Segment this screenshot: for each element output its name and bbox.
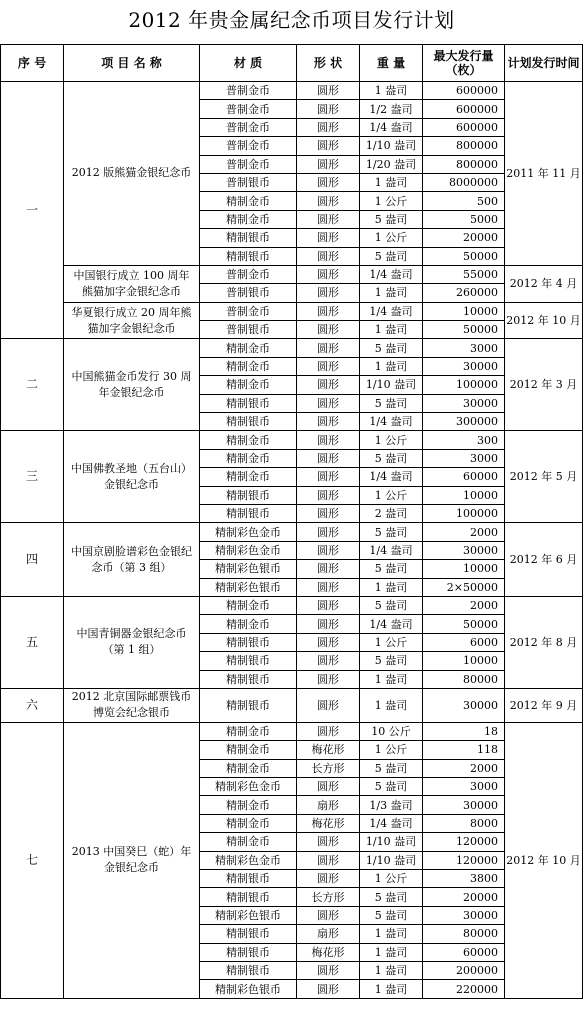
- cell-shape: 圆形: [297, 321, 360, 339]
- cell-shape: 圆形: [297, 431, 360, 449]
- project-name: 中国佛教圣地（五台山）金银纪念币: [64, 431, 200, 523]
- plan-time: 2012 年 5 月: [505, 431, 583, 523]
- cell-weight: 1 盎司: [360, 578, 423, 596]
- table-header-row: [1, 45, 583, 82]
- group-seq: 六: [1, 688, 64, 722]
- group-seq: 七: [1, 722, 64, 998]
- cell-shape: 圆形: [297, 357, 360, 375]
- table-row: [1, 596, 583, 614]
- cell-shape: 圆形: [297, 82, 360, 100]
- cell-max-qty: 800000: [423, 155, 505, 173]
- cell-weight: 1/2 盎司: [360, 100, 423, 118]
- cell-max-qty: 2×50000: [423, 578, 505, 596]
- cell-material: 普制金币: [200, 137, 297, 155]
- cell-max-qty: 50000: [423, 615, 505, 633]
- cell-max-qty: 10000: [423, 302, 505, 320]
- group-seq: 三: [1, 431, 64, 523]
- cell-weight: 1 盎司: [360, 943, 423, 961]
- cell-material: 普制金币: [200, 302, 297, 320]
- cell-shape: 圆形: [297, 578, 360, 596]
- cell-shape: 圆形: [297, 265, 360, 283]
- group-seq: 四: [1, 523, 64, 597]
- cell-weight: 1 盎司: [360, 925, 423, 943]
- issuance-plan-table: [0, 44, 583, 999]
- cell-max-qty: 8000000: [423, 173, 505, 191]
- cell-shape: 圆形: [297, 376, 360, 394]
- cell-material: 精制金币: [200, 431, 297, 449]
- cell-material: 精制银币: [200, 652, 297, 670]
- cell-max-qty: 30000: [423, 688, 505, 722]
- cell-shape: 圆形: [297, 284, 360, 302]
- cell-weight: 1 盎司: [360, 980, 423, 998]
- cell-material: 精制金币: [200, 741, 297, 759]
- cell-shape: 梅花形: [297, 741, 360, 759]
- cell-max-qty: 18: [423, 722, 505, 740]
- cell-weight: 5 盎司: [360, 523, 423, 541]
- cell-max-qty: 200000: [423, 961, 505, 979]
- project-name: 中国银行成立 100 周年熊猫加字金银纪念币: [64, 265, 200, 302]
- cell-material: 精制金币: [200, 722, 297, 740]
- cell-material: 精制金币: [200, 833, 297, 851]
- cell-weight: 1/4 盎司: [360, 468, 423, 486]
- cell-material: 精制银币: [200, 943, 297, 961]
- cell-material: 精制银币: [200, 925, 297, 943]
- plan-time: 2012 年 10 月: [505, 722, 583, 998]
- cell-weight: 5 盎司: [360, 560, 423, 578]
- cell-material: 精制彩色金币: [200, 541, 297, 559]
- cell-max-qty: 50000: [423, 321, 505, 339]
- cell-shape: 圆形: [297, 722, 360, 740]
- cell-material: 精制彩色银币: [200, 560, 297, 578]
- cell-max-qty: 30000: [423, 796, 505, 814]
- cell-material: 精制金币: [200, 376, 297, 394]
- cell-max-qty: 10000: [423, 560, 505, 578]
- cell-max-qty: 2000: [423, 523, 505, 541]
- cell-material: 普制金币: [200, 100, 297, 118]
- plan-time: 2012 年 8 月: [505, 596, 583, 688]
- cell-max-qty: 120000: [423, 833, 505, 851]
- cell-weight: 1/4 盎司: [360, 118, 423, 136]
- cell-weight: 1 盎司: [360, 357, 423, 375]
- cell-shape: 圆形: [297, 652, 360, 670]
- cell-max-qty: 260000: [423, 284, 505, 302]
- header-weight: 重 量: [360, 45, 423, 82]
- project-name: 中国京剧脸谱彩色金银纪念币（第 3 组）: [64, 523, 200, 597]
- cell-max-qty: 8000: [423, 814, 505, 832]
- cell-material: 精制银币: [200, 229, 297, 247]
- cell-max-qty: 5000: [423, 210, 505, 228]
- cell-material: 精制金币: [200, 449, 297, 467]
- cell-weight: 5 盎司: [360, 449, 423, 467]
- cell-weight: 2 盎司: [360, 504, 423, 522]
- cell-shape: 圆形: [297, 560, 360, 578]
- cell-shape: 圆形: [297, 449, 360, 467]
- cell-weight: 5 盎司: [360, 652, 423, 670]
- cell-material: 精制彩色金币: [200, 851, 297, 869]
- cell-shape: 圆形: [297, 137, 360, 155]
- cell-max-qty: 30000: [423, 541, 505, 559]
- cell-material: 精制彩色金币: [200, 523, 297, 541]
- cell-max-qty: 3000: [423, 778, 505, 796]
- cell-max-qty: 800000: [423, 137, 505, 155]
- cell-material: 精制金币: [200, 357, 297, 375]
- cell-weight: 1 公斤: [360, 192, 423, 210]
- cell-shape: 扇形: [297, 925, 360, 943]
- cell-material: 精制银币: [200, 670, 297, 688]
- cell-shape: 圆形: [297, 633, 360, 651]
- plan-time: 2012 年 9 月: [505, 688, 583, 722]
- plan-time: 2012 年 10 月: [505, 302, 583, 339]
- cell-max-qty: 3800: [423, 870, 505, 888]
- cell-shape: 圆形: [297, 504, 360, 522]
- cell-weight: 1/20 盎司: [360, 155, 423, 173]
- cell-material: 精制银币: [200, 413, 297, 431]
- cell-shape: 圆形: [297, 851, 360, 869]
- cell-weight: 1 盎司: [360, 82, 423, 100]
- cell-max-qty: 3000: [423, 449, 505, 467]
- table-body: [1, 82, 583, 999]
- cell-shape: 圆形: [297, 870, 360, 888]
- cell-weight: 1/4 盎司: [360, 615, 423, 633]
- cell-weight: 1 盎司: [360, 284, 423, 302]
- cell-material: 精制银币: [200, 394, 297, 412]
- cell-material: 精制彩色金币: [200, 778, 297, 796]
- cell-shape: 圆形: [297, 302, 360, 320]
- table-row: [1, 265, 583, 283]
- group-seq: 二: [1, 339, 64, 431]
- cell-weight: 1/4 盎司: [360, 814, 423, 832]
- cell-shape: 圆形: [297, 413, 360, 431]
- cell-weight: 5 盎司: [360, 888, 423, 906]
- cell-material: 精制银币: [200, 633, 297, 651]
- cell-material: 精制银币: [200, 486, 297, 504]
- cell-weight: 1/10 盎司: [360, 833, 423, 851]
- project-name: 中国熊猫金币发行 30 周年金银纪念币: [64, 339, 200, 431]
- header-seq: 序 号: [1, 45, 64, 82]
- cell-shape: 圆形: [297, 778, 360, 796]
- cell-weight: 5 盎司: [360, 596, 423, 614]
- cell-weight: 1 公斤: [360, 870, 423, 888]
- plan-time: 2012 年 6 月: [505, 523, 583, 597]
- cell-shape: 圆形: [297, 980, 360, 998]
- table-row: [1, 431, 583, 449]
- cell-weight: 1 公斤: [360, 486, 423, 504]
- cell-max-qty: 10000: [423, 652, 505, 670]
- cell-max-qty: 20000: [423, 888, 505, 906]
- table-row: [1, 722, 583, 740]
- cell-weight: 5 盎司: [360, 906, 423, 924]
- plan-time: 2012 年 4 月: [505, 265, 583, 302]
- table-row: [1, 302, 583, 320]
- cell-shape: 圆形: [297, 155, 360, 173]
- cell-weight: 1/10 盎司: [360, 851, 423, 869]
- cell-shape: 梅花形: [297, 814, 360, 832]
- cell-max-qty: 600000: [423, 100, 505, 118]
- cell-weight: 10 公斤: [360, 722, 423, 740]
- cell-shape: 圆形: [297, 468, 360, 486]
- table-row: [1, 523, 583, 541]
- cell-weight: 5 盎司: [360, 247, 423, 265]
- cell-weight: 1 公斤: [360, 431, 423, 449]
- cell-weight: 1 公斤: [360, 229, 423, 247]
- cell-material: 精制金币: [200, 596, 297, 614]
- project-name: 2013 中国癸巳（蛇）年金银纪念币: [64, 722, 200, 998]
- cell-shape: 圆形: [297, 615, 360, 633]
- cell-material: 精制金币: [200, 210, 297, 228]
- cell-weight: 1 盎司: [360, 321, 423, 339]
- cell-max-qty: 80000: [423, 670, 505, 688]
- cell-weight: 1/10 盎司: [360, 376, 423, 394]
- cell-max-qty: 3000: [423, 339, 505, 357]
- cell-weight: 1 公斤: [360, 741, 423, 759]
- cell-shape: 圆形: [297, 833, 360, 851]
- cell-material: 精制银币: [200, 870, 297, 888]
- cell-max-qty: 120000: [423, 851, 505, 869]
- cell-max-qty: 600000: [423, 118, 505, 136]
- cell-max-qty: 118: [423, 741, 505, 759]
- cell-material: 普制金币: [200, 82, 297, 100]
- cell-max-qty: 55000: [423, 265, 505, 283]
- cell-shape: 圆形: [297, 339, 360, 357]
- header-plan-time: 计划发行时间: [505, 45, 583, 82]
- cell-weight: 1/4 盎司: [360, 302, 423, 320]
- cell-material: 普制金币: [200, 118, 297, 136]
- cell-shape: 圆形: [297, 192, 360, 210]
- cell-max-qty: 300000: [423, 413, 505, 431]
- project-name: 华夏银行成立 20 周年熊猫加字金银纪念币: [64, 302, 200, 339]
- cell-shape: 圆形: [297, 100, 360, 118]
- cell-shape: 圆形: [297, 394, 360, 412]
- cell-material: 精制彩色银币: [200, 578, 297, 596]
- cell-shape: 圆形: [297, 173, 360, 191]
- cell-max-qty: 100000: [423, 504, 505, 522]
- cell-material: 精制金币: [200, 796, 297, 814]
- project-name: 中国青铜器金银纪念币（第 1 组）: [64, 596, 200, 688]
- cell-material: 精制银币: [200, 504, 297, 522]
- cell-weight: 1 盎司: [360, 173, 423, 191]
- cell-material: 普制金币: [200, 155, 297, 173]
- cell-shape: 长方形: [297, 888, 360, 906]
- table-row: [1, 339, 583, 357]
- cell-max-qty: 2000: [423, 596, 505, 614]
- group-seq: 五: [1, 596, 64, 688]
- cell-material: 精制金币: [200, 759, 297, 777]
- cell-max-qty: 30000: [423, 906, 505, 924]
- cell-weight: 1 公斤: [360, 633, 423, 651]
- cell-weight: 1 盎司: [360, 670, 423, 688]
- cell-material: 普制银币: [200, 284, 297, 302]
- cell-shape: 圆形: [297, 229, 360, 247]
- header-material: 材 质: [200, 45, 297, 82]
- cell-material: 普制金币: [200, 265, 297, 283]
- cell-shape: 长方形: [297, 759, 360, 777]
- cell-material: 精制金币: [200, 814, 297, 832]
- plan-time: 2012 年 3 月: [505, 339, 583, 431]
- cell-weight: 1 盎司: [360, 961, 423, 979]
- cell-max-qty: 80000: [423, 925, 505, 943]
- project-name: 2012 版熊猫金银纪念币: [64, 82, 200, 266]
- cell-weight: 1/4 盎司: [360, 413, 423, 431]
- cell-material: 精制银币: [200, 888, 297, 906]
- project-name: 2012 北京国际邮票钱币博览会纪念银币: [64, 688, 200, 722]
- header-name: 项 目 名 称: [64, 45, 200, 82]
- cell-weight: 5 盎司: [360, 778, 423, 796]
- cell-material: 精制金币: [200, 339, 297, 357]
- cell-max-qty: 100000: [423, 376, 505, 394]
- cell-weight: 1/3 盎司: [360, 796, 423, 814]
- cell-shape: 圆形: [297, 523, 360, 541]
- cell-max-qty: 30000: [423, 357, 505, 375]
- cell-shape: 圆形: [297, 541, 360, 559]
- cell-weight: 5 盎司: [360, 339, 423, 357]
- group-seq: 一: [1, 82, 64, 339]
- cell-weight: 5 盎司: [360, 210, 423, 228]
- table-row: [1, 82, 583, 100]
- cell-shape: 圆形: [297, 596, 360, 614]
- cell-material: 精制银币: [200, 961, 297, 979]
- page-title: 2012 年贵金属纪念币项目发行计划: [128, 8, 455, 32]
- cell-weight: 5 盎司: [360, 394, 423, 412]
- cell-shape: 圆形: [297, 118, 360, 136]
- cell-shape: 梅花形: [297, 943, 360, 961]
- cell-material: 普制银币: [200, 173, 297, 191]
- cell-shape: 圆形: [297, 247, 360, 265]
- cell-material: 精制金币: [200, 468, 297, 486]
- cell-material: 精制金币: [200, 615, 297, 633]
- cell-shape: 圆形: [297, 486, 360, 504]
- header-max-qty: 最大发行量（枚）: [423, 45, 505, 82]
- header-shape: 形 状: [297, 45, 360, 82]
- cell-max-qty: 500: [423, 192, 505, 210]
- cell-material: 精制银币: [200, 247, 297, 265]
- cell-max-qty: 220000: [423, 980, 505, 998]
- plan-time: 2011 年 11 月: [505, 82, 583, 266]
- cell-max-qty: 50000: [423, 247, 505, 265]
- cell-max-qty: 20000: [423, 229, 505, 247]
- cell-material: 普制银币: [200, 321, 297, 339]
- cell-max-qty: 60000: [423, 468, 505, 486]
- table-row: [1, 688, 583, 722]
- cell-max-qty: 30000: [423, 394, 505, 412]
- cell-max-qty: 600000: [423, 82, 505, 100]
- cell-shape: 圆形: [297, 906, 360, 924]
- cell-max-qty: 6000: [423, 633, 505, 651]
- cell-max-qty: 10000: [423, 486, 505, 504]
- cell-material: 精制彩色银币: [200, 906, 297, 924]
- cell-shape: 圆形: [297, 688, 360, 722]
- cell-weight: 1 盎司: [360, 688, 423, 722]
- cell-material: 精制金币: [200, 192, 297, 210]
- cell-shape: 圆形: [297, 210, 360, 228]
- cell-shape: 圆形: [297, 961, 360, 979]
- cell-max-qty: 300: [423, 431, 505, 449]
- cell-weight: 1/4 盎司: [360, 541, 423, 559]
- cell-max-qty: 2000: [423, 759, 505, 777]
- cell-weight: 1/10 盎司: [360, 137, 423, 155]
- cell-max-qty: 60000: [423, 943, 505, 961]
- cell-shape: 扇形: [297, 796, 360, 814]
- cell-material: 精制彩色银币: [200, 980, 297, 998]
- cell-weight: 1/4 盎司: [360, 265, 423, 283]
- cell-material: 精制银币: [200, 688, 297, 722]
- cell-shape: 圆形: [297, 670, 360, 688]
- cell-weight: 5 盎司: [360, 759, 423, 777]
